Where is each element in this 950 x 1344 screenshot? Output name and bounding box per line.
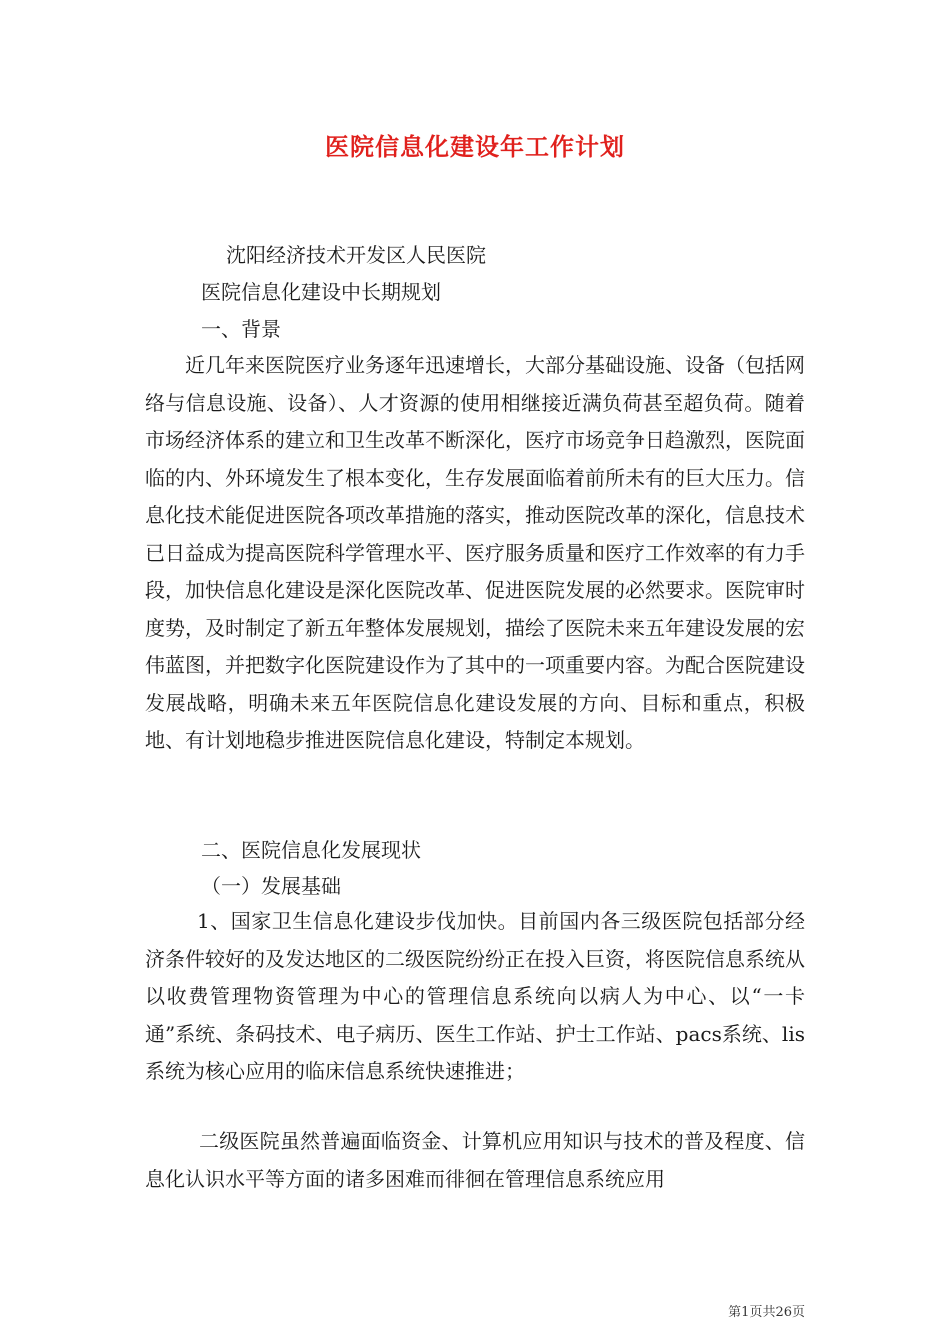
- section-heading-background: 一、背景: [201, 317, 281, 341]
- hospital-name: 沈阳经济技术开发区人民医院: [226, 243, 486, 267]
- paragraph-background: 近几年来医院医疗业务逐年迅速增长，大部分基础设施、设备（包括网络与信息设施、设备）、人才资源的使用相继接近满负荷甚至超负荷。随着市场经济体系的建立和卫生改革不断深化，医疗市场竞争日趋激烈，医院面临的内、外环境发生了根本变化，生存发展面临着前所未有的巨大压力。信息化技术能促进医院各项改革措施的落实，推动医院改革的深化，信息技术已日益成为提高医院科学管理水平、医疗服务质量和医疗工作效率的有力手段，加快信息化建设是深化医院改革、促进医院发展的必然要求。医院审时度势，及时制定了新五年整体发展规划，描绘了医院未来五年建设发展的宏伟蓝图，并把数字化医院建设作为了其中的一项重要内容。为配合医院建设发展战略，明确未来五年医院信息化建设发展的方向、目标和重点，积极地、有计划地稳步推进医院信息化建设，特制定本规划。: [145, 353, 805, 752]
- document-title: 医院信息化建设年工作计划: [325, 132, 625, 161]
- section-heading-status: 二、医院信息化发展现状: [201, 838, 421, 862]
- paragraph-point-2: 二级医院虽然普遍面临资金、计算机应用知识与技术的普及程度、信息化认识水平等方面的诸多困难而徘徊在管理信息系统应用: [145, 1129, 805, 1191]
- plan-heading: 医院信息化建设中长期规划: [201, 280, 441, 304]
- subsection-heading-foundation: （一）发展基础: [201, 874, 341, 898]
- page-number-footer: 第1页共26页: [728, 1305, 805, 1320]
- paragraph-point-1: 1、国家卫生信息化建设步伐加快。目前国内各三级医院包括部分经济条件较好的及发达地区的二级医院纷纷正在投入巨资，将医院信息系统从以收费管理物资管理为中心的管理信息系统向以病人为中心、以“一卡通”系统、条码技术、电子病历、医生工作站、护士工作站、pacs系统、lis系统为核心应用的临床信息系统快速推进；: [145, 909, 805, 1083]
